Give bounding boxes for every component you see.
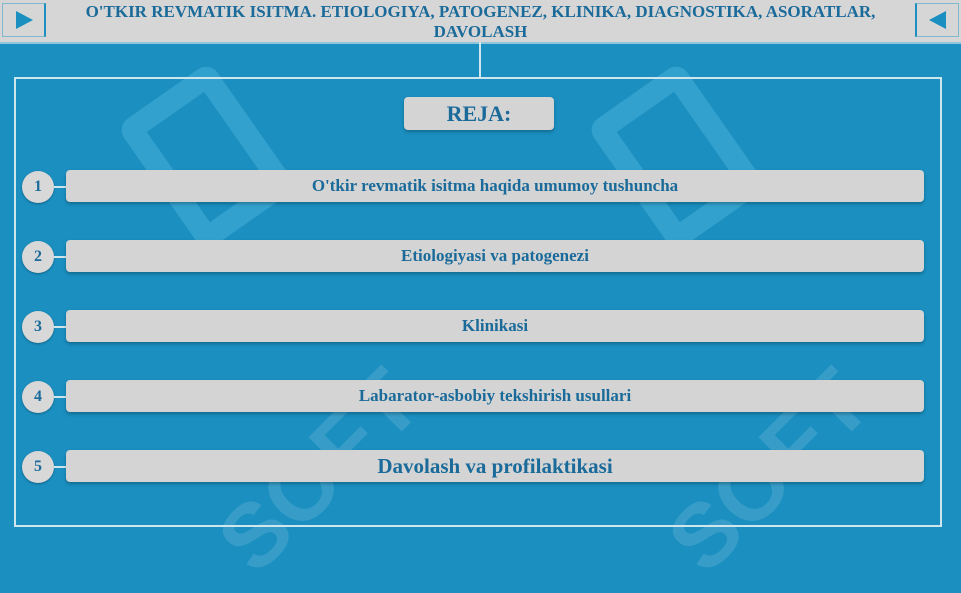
plan-item <box>22 240 926 274</box>
item-number: 1 <box>22 171 54 203</box>
play-left-icon <box>927 9 949 31</box>
watermark-text: SOFT <box>649 350 890 592</box>
item-number: 4 <box>22 381 54 413</box>
slide-title: O'TKIR REVMATIK ISITMA. ETIOLOGIYA, PATOGENEZ, KLINIKA, DIAGNOSTIKA, ASORATLAR, DAVOLASH <box>85 2 876 41</box>
prev-slide-button[interactable] <box>2 3 46 37</box>
header-bar <box>0 0 961 44</box>
plan-item-link[interactable]: Klinikasi <box>66 310 924 342</box>
item-number: 3 <box>22 311 54 343</box>
plan-item <box>22 380 926 414</box>
watermark-text: SOFT <box>199 350 440 592</box>
plan-item <box>22 310 926 344</box>
plan-item-link[interactable]: O'tkir revmatik isitma haqida umumoy tushuncha <box>66 170 924 202</box>
item-number: 5 <box>22 451 54 483</box>
plan-item <box>22 170 926 204</box>
item-number: 2 <box>22 241 54 273</box>
connector-line <box>479 42 481 78</box>
plan-heading: REJA: <box>404 97 554 130</box>
plan-item-link[interactable]: Davolash va profilaktikasi <box>66 450 924 482</box>
next-slide-button[interactable] <box>915 3 959 37</box>
plan-item <box>22 450 926 484</box>
plan-item-link[interactable]: Etiologiyasi va patogenezi <box>66 240 924 272</box>
play-right-icon <box>13 9 35 31</box>
plan-item-link[interactable]: Labarator-asbobiy tekshirish usullari <box>66 380 924 412</box>
